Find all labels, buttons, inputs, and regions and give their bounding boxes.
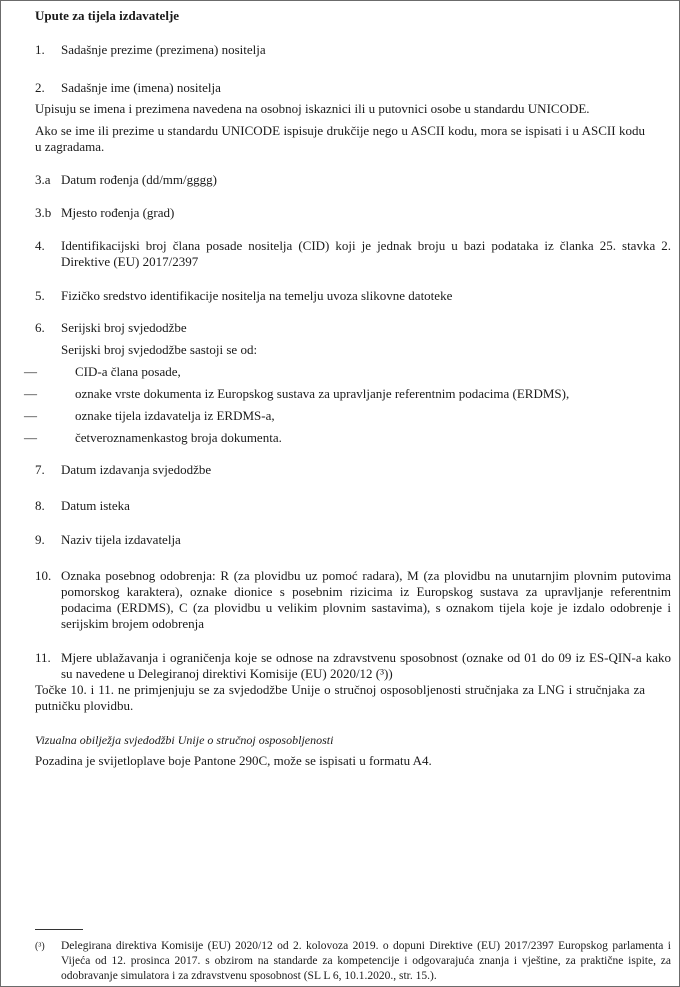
- serial-part-text: oznake vrste dokumenta iz Europskog sustava za upravljanje referentnim podacima (ERDMS),: [75, 386, 570, 401]
- item-number: 11.: [35, 650, 51, 665]
- paragraph-unicode: Upisuju se imena i prezimena navedena na osobnoj iskaznici ili u putovnici osobe u standardu UNICODE.: [35, 101, 590, 116]
- dash: —: [24, 364, 37, 379]
- visual-heading: Vizualna obilježja svjedodžbi Unije o stručnoj osposobljenosti: [35, 733, 334, 747]
- item-text: Naziv tijela izdavatelja: [61, 532, 181, 547]
- paragraph-points: Točke 10. i 11. ne primjenjuju se za svjedodžbe Unije o stručnoj osposobljenosti stručnjaka za LNG i stručnjaka za putničku plovidbu.: [35, 682, 645, 713]
- footnote: [35, 939, 671, 984]
- serial-intro: Serijski broj svjedodžbe sastoji se od:: [61, 342, 258, 357]
- item-text: Datum isteka: [61, 498, 130, 513]
- item-text: Mjesto rođenja (grad): [61, 205, 175, 220]
- dash: —: [24, 430, 37, 445]
- visual-text: Pozadina je svijetloplave boje Pantone 290C, može se ispisati u formatu A4.: [35, 753, 432, 768]
- serial-part-text: oznake tijela izdavatelja iz ERDMS-a,: [75, 408, 275, 423]
- item-number: 3.b: [35, 205, 52, 220]
- item-2: [35, 80, 671, 96]
- footnote-mark: (³): [35, 941, 45, 952]
- item-7: [35, 462, 671, 478]
- item-8: [35, 498, 671, 514]
- footnote-rule: [35, 929, 83, 930]
- paragraph-ascii: Ako se ime ili prezime u standardu UNICODE ispisuje drukčije nego u ASCII kodu, mora se ispisati i u ASCII kodu u zagradama.: [35, 123, 645, 154]
- item-text: Sadašnje ime (imena) nositelja: [61, 80, 221, 95]
- item-text: Oznaka posebnog odobrenja: R (za plovidbu uz pomoć radara), M (za plovidbu na unutarnjim plovnim putovima pomorskog karaktera), oznake dionice s posebnim rizicima iz Europskog sustava za upravljanje referentnim podacima (ERDMS), C (za plovidbu u velikim plovnim sastavima), s oznakom tijela koje je izdalo odobrenje i serijskim brojem odobrenja: [61, 568, 671, 631]
- item-text: Serijski broj svjedodžbe: [61, 320, 187, 335]
- item-text: Datum izdavanja svjedodžbe: [61, 462, 212, 477]
- item-text: Sadašnje prezime (prezimena) nositelja: [61, 42, 266, 57]
- footnote-text: Delegirana direktiva Komisije (EU) 2020/12 od 2. kolovoza 2019. o dopuni Direktive (EU) 2017/2397 Europskog parlamenta i Vijeća od 12. prosinca 2017. s obzirom na standarde za kompetencije i odgovarajuća znanja i vještine, za praktične ispite, za odobravanje simulatora i za zdravstvenu sposobnost (SL L 6, 10.1.2020., str. 15.).: [61, 940, 671, 982]
- item-number: 2.: [35, 80, 45, 95]
- item-11: [35, 650, 671, 682]
- serial-part-text: CID-a člana posade,: [75, 364, 181, 379]
- item-number: 9.: [35, 532, 45, 547]
- item-5: [35, 288, 671, 304]
- serial-part: [24, 386, 680, 402]
- item-number: 8.: [35, 498, 45, 513]
- item-number: 6.: [35, 320, 45, 335]
- dash: —: [24, 408, 37, 423]
- item-number: 5.: [35, 288, 45, 303]
- item-4: [35, 238, 671, 270]
- serial-part-text: četveroznamenkastog broja dokumenta.: [75, 430, 282, 445]
- item-number: 10.: [35, 568, 52, 583]
- item-text: Datum rođenja (dd/mm/gggg): [61, 172, 217, 187]
- item-number: 7.: [35, 462, 45, 477]
- item-10: [35, 568, 671, 632]
- section-title: Upute za tijela izdavatelje: [35, 8, 180, 23]
- item-text: Identifikacijski broj člana posade nositelja (CID) koji je jednak broju u bazi podataka iz članka 25. stavka 2. Direktive (EU) 2017/2397: [61, 238, 671, 269]
- item-6: [35, 320, 671, 336]
- item-text: Mjere ublažavanja i ograničenja koje se odnose na zdravstvenu sposobnost (oznake od 01 do 09 iz ES-QIN-a kako su navedene u Delegiranoj direktivi Komisije (EU) 2020/12 (³)): [61, 650, 671, 681]
- serial-part: [24, 364, 680, 380]
- item-3b: [35, 205, 671, 221]
- item-number: 3.a: [35, 172, 51, 187]
- item-9: [35, 532, 671, 548]
- item-text: Fizičko sredstvo identifikacije nositelja na temelju uvoza slikovne datoteke: [61, 288, 453, 303]
- serial-part: [24, 430, 680, 446]
- dash: —: [24, 386, 37, 401]
- item-1: [35, 42, 671, 58]
- item-3a: [35, 172, 671, 188]
- item-number: 1.: [35, 42, 45, 57]
- serial-part: [24, 408, 680, 424]
- item-number: 4.: [35, 238, 45, 253]
